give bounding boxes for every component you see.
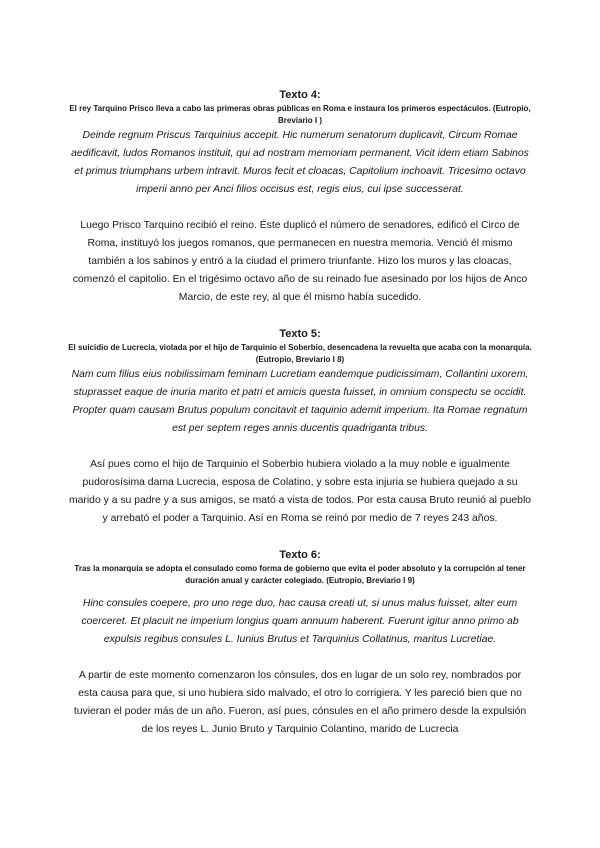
spanish-translation: Así pues como el hijo de Tarquinio el Soberbio hubiera violado a la muy noble e igualmente pudorosísima dama Lucrecia, esposa de Colatino, y sobre esta injuria se hubiera quejado a su marido y a su padre y a sus amigos, se mató a vista de todos. Por esta causa Bruto reunió al pueblo y arrebató el poder a Tarquinio. Así en Roma se reinó por medio de 7 reyes 243 años. [68,459,532,524]
latin-text: Hinc consules coepere, pro uno rege duo, hac causa creati ut, si unus malus fuisset, alter eum coerceret. Et placuit ne imperium longius quam annuum haberent. Fuerunt igitur anno primo ab expulsis regibus consules L. Iunius Brutus et Tarquinius Collatinus, maritus Lucretiae. [81,598,519,645]
spacer [68,587,532,595]
section-texto-6 [68,548,532,739]
section-title: Texto 5: [279,328,321,340]
spanish-translation: A partir de este momento comenzaron los cónsules, dos en lugar de un solo rey, nombrados por esta causa para que, si uno hubiera sido malvado, el otro lo corrigiera. Y les pareció bien que no tuvieran el poder más de un año. Fueron, así pues, cónsules en el año primero desde la expulsión de los reyes L. Junio Bruto y Tarquinio Colantino, marido de Lucrecia [73,670,527,735]
spacer [68,438,532,456]
spacer [68,528,532,548]
document-page [68,88,532,739]
spacer [68,649,532,667]
section-summary: El rey Tarquino Prisco lleva a cabo las primeras obras públicas en Roma e instaura los primeros espectáculos. (Eutropio, Breviario I ) [69,104,531,125]
spanish-translation: Luego Prisco Tarquino recibió el reino. Éste duplicó el número de senadores, edificó el Circo de Roma, instituyó los juegos romanos, que permanecen en nuestra memoria. Venció él mismo también a los sabinos y entró a la ciudad el primero triunfante. Hizo los muros y las cloacas, comenzó el capitolio. En el trigésimo octavo año de su reinado fue asesinado por los hijos de Anco Marcio, de este rey, al que él mismo había sucedido. [72,220,528,303]
section-summary: Tras la monarquía se adopta el consulado como forma de gobierno que evita el poder absoluto y la corrupción al tener duración anual y carácter colegiado. (Eutropio, Breviario I 9) [74,564,526,585]
spacer [68,307,532,327]
section-summary: El suicidio de Lucrecia, violada por el hijo de Tarquinio el Soberbio, desencadena la revuelta que acaba con la monarquía. (Eutropio, Breviario I 8) [68,343,532,364]
latin-text: Deinde regnum Priscus Tarquinius accepit. Hic numerum senatorum duplicavit, Circum Romae aedificavit, ludos Romanos instituit, qui ad nostram memoriam permanent. Vicit idem etiam Sabinos et primus triumphans urbem intravit. Muros fecit et cloacas, Capitolium inchoavit. Tricesimo octavo imperii anno per Anci filios occisus est, regis eius, cui ipse successerat. [71,130,529,195]
latin-text: Nam cum filius eius nobilissimam feminam Lucretiam eandemque pudicissimam, Collantini uxorem, stuprasset eaque de inuria marito et patri et amicis questa fuisset, in omnium conspectu se occidit. Propter quam causam Brutus populum concitavit et taquinio ademit imperium. Ita Romae regnatum est per septem reges annis ducentis quadriganta tribus. [71,369,529,434]
section-title: Texto 6: [279,549,321,561]
section-texto-5 [68,327,532,528]
section-texto-4 [68,88,532,307]
section-title: Texto 4: [279,89,321,101]
spacer [68,199,532,217]
